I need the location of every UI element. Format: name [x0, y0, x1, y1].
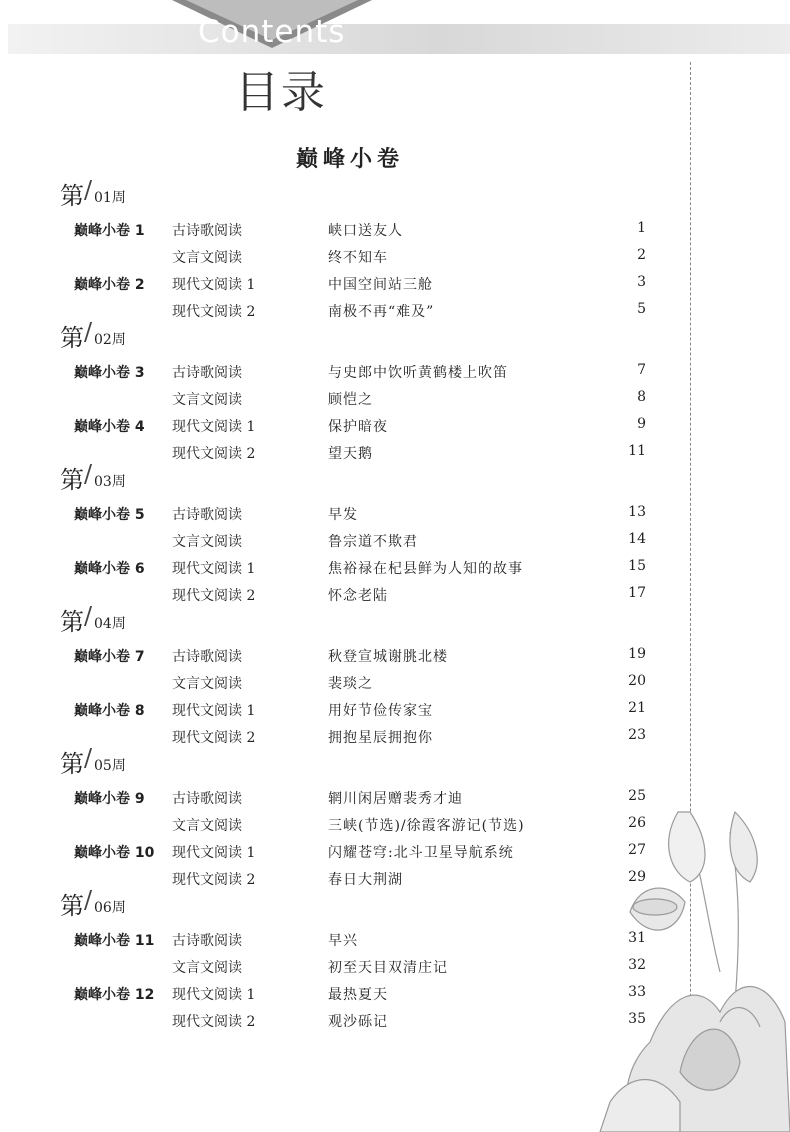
week-block-01	[60, 176, 660, 326]
category-label: 文言文阅读	[172, 250, 242, 266]
week-label: 第 / 06周	[60, 886, 126, 920]
article-title: 观沙砾记	[328, 1014, 388, 1030]
week-di: 第	[60, 182, 84, 210]
article-title: 与史郎中饮听黄鹤楼上吹笛	[328, 365, 508, 381]
category-label: 现代文阅读 1	[172, 703, 256, 719]
category-label: 古诗歌阅读	[172, 649, 242, 665]
page-number: 29	[628, 869, 646, 885]
category-label: 古诗歌阅读	[172, 223, 242, 239]
page-number: 32	[628, 957, 646, 973]
category-label: 现代文阅读 1	[172, 987, 256, 1003]
week-number: 05周	[94, 758, 126, 774]
volume-label: 巅峰小卷 12	[74, 987, 155, 1003]
toc-row[interactable]	[60, 414, 660, 441]
category-label: 古诗歌阅读	[172, 365, 242, 381]
toc-row[interactable]	[60, 1009, 660, 1036]
category-label: 现代文阅读 2	[172, 1014, 256, 1030]
page-number: 8	[637, 389, 646, 405]
week-label: 第 / 02周	[60, 318, 126, 352]
week-number: 03周	[94, 474, 126, 490]
week-label: 第 / 05周	[60, 744, 126, 778]
volume-label: 巅峰小卷 10	[74, 845, 155, 861]
category-label: 现代文阅读 2	[172, 304, 256, 320]
week-label: 第 / 04周	[60, 602, 126, 636]
toc-row[interactable]	[60, 786, 660, 813]
category-label: 文言文阅读	[172, 534, 242, 550]
page-number: 7	[637, 362, 646, 378]
volume-label: 巅峰小卷 7	[74, 649, 145, 665]
page-number: 1	[637, 220, 646, 236]
article-title: 辋川闲居赠裴秀才迪	[328, 791, 463, 807]
volume-label: 巅峰小卷 3	[74, 365, 145, 381]
article-title: 用好节俭传家宝	[328, 703, 433, 719]
week-block-03	[60, 460, 660, 610]
toc-row[interactable]	[60, 698, 660, 725]
page-number: 25	[628, 788, 646, 804]
article-title: 早发	[328, 507, 358, 523]
category-label: 古诗歌阅读	[172, 791, 242, 807]
article-title: 拥抱星辰拥抱你	[328, 730, 433, 746]
article-title: 春日大荆湖	[328, 872, 403, 888]
week-number: 02周	[94, 332, 126, 348]
page-number: 14	[628, 531, 646, 547]
volume-label: 巅峰小卷 5	[74, 507, 145, 523]
toc-row[interactable]	[60, 840, 660, 867]
toc-row[interactable]	[60, 644, 660, 671]
week-number: 04周	[94, 616, 126, 632]
page-number: 5	[637, 301, 646, 317]
category-label: 现代文阅读 2	[172, 730, 256, 746]
header-banner	[0, 0, 790, 56]
week-di: 第	[60, 466, 84, 494]
contents-word: Contents	[198, 14, 346, 50]
toc-row[interactable]	[60, 955, 660, 982]
category-label: 古诗歌阅读	[172, 507, 242, 523]
toc-row[interactable]	[60, 928, 660, 955]
volume-label: 巅峰小卷 2	[74, 277, 145, 293]
article-title: 初至天目双清庄记	[328, 960, 448, 976]
volume-label: 巅峰小卷 9	[74, 791, 145, 807]
article-title: 秋登宣城谢朓北楼	[328, 649, 448, 665]
week-block-02	[60, 318, 660, 468]
page-number: 19	[628, 646, 646, 662]
section-title: 巅峰小卷	[295, 147, 404, 172]
category-label: 现代文阅读 1	[172, 845, 256, 861]
article-title: 最热夏天	[328, 987, 388, 1003]
page-number: 20	[628, 673, 646, 689]
toc-row[interactable]	[60, 813, 660, 840]
page-number: 26	[628, 815, 646, 831]
category-label: 文言文阅读	[172, 676, 242, 692]
toc-row[interactable]	[60, 502, 660, 529]
week-di: 第	[60, 750, 84, 778]
page-number: 2	[637, 247, 646, 263]
article-title: 闪耀苍穹:北斗卫星导航系统	[328, 845, 514, 861]
article-title: 三峡(节选)/徐霞客游记(节选)	[328, 818, 525, 834]
week-di: 第	[60, 608, 84, 636]
article-title: 焦裕禄在杞县鲜为人知的故事	[328, 561, 523, 577]
category-label: 现代文阅读 2	[172, 872, 256, 888]
article-title: 峡口送友人	[328, 223, 403, 239]
volume-label: 巅峰小卷 1	[74, 223, 145, 239]
volume-label: 巅峰小卷 6	[74, 561, 145, 577]
page-number: 15	[628, 558, 646, 574]
category-label: 现代文阅读 1	[172, 419, 256, 435]
page-number: 35	[628, 1011, 646, 1027]
category-label: 现代文阅读 1	[172, 561, 256, 577]
page-heading-mulu: 目录	[235, 67, 327, 118]
page-number: 23	[628, 727, 646, 743]
lotus-illustration	[590, 772, 790, 1132]
volume-label: 巅峰小卷 4	[74, 419, 145, 435]
volume-label: 巅峰小卷 11	[74, 933, 155, 949]
article-title: 南极不再“难及”	[328, 304, 435, 320]
week-number: 06周	[94, 900, 126, 916]
page-number: 3	[637, 274, 646, 290]
toc-row[interactable]	[60, 360, 660, 387]
article-title: 保护暗夜	[328, 419, 388, 435]
toc-row[interactable]	[60, 218, 660, 245]
week-di: 第	[60, 324, 84, 352]
page-number: 33	[628, 984, 646, 1000]
article-title: 中国空间站三舱	[328, 277, 433, 293]
week-label: 第 / 01周	[60, 176, 126, 210]
toc-row[interactable]	[60, 272, 660, 299]
toc-row[interactable]	[60, 671, 660, 698]
toc-row[interactable]	[60, 982, 660, 1009]
article-title: 裴琰之	[328, 676, 373, 692]
category-label: 现代文阅读 1	[172, 277, 256, 293]
article-title: 鲁宗道不欺君	[328, 534, 418, 550]
page-number: 31	[628, 930, 646, 946]
category-label: 现代文阅读 2	[172, 446, 256, 462]
toc-row[interactable]	[60, 387, 660, 414]
article-title: 望天鹅	[328, 446, 373, 462]
toc-row[interactable]	[60, 245, 660, 272]
week-block-06	[60, 886, 660, 1036]
page-number: 21	[628, 700, 646, 716]
article-title: 顾恺之	[328, 392, 373, 408]
article-title: 怀念老陆	[328, 588, 388, 604]
category-label: 文言文阅读	[172, 960, 242, 976]
volume-label: 巅峰小卷 8	[74, 703, 145, 719]
page-number: 9	[637, 416, 646, 432]
page-number: 27	[628, 842, 646, 858]
page-number: 17	[628, 585, 646, 601]
week-label: 第 / 03周	[60, 460, 126, 494]
article-title: 早兴	[328, 933, 358, 949]
category-label: 文言文阅读	[172, 818, 242, 834]
week-di: 第	[60, 892, 84, 920]
page-number: 13	[628, 504, 646, 520]
week-number: 01周	[94, 190, 126, 206]
week-block-04	[60, 602, 660, 752]
toc-row[interactable]	[60, 529, 660, 556]
category-label: 古诗歌阅读	[172, 933, 242, 949]
week-block-05	[60, 744, 660, 894]
category-label: 文言文阅读	[172, 392, 242, 408]
toc-row[interactable]	[60, 556, 660, 583]
header-gradient-bar	[8, 24, 790, 54]
article-title: 终不知车	[328, 250, 388, 266]
page-number: 11	[628, 443, 646, 459]
category-label: 现代文阅读 2	[172, 588, 256, 604]
